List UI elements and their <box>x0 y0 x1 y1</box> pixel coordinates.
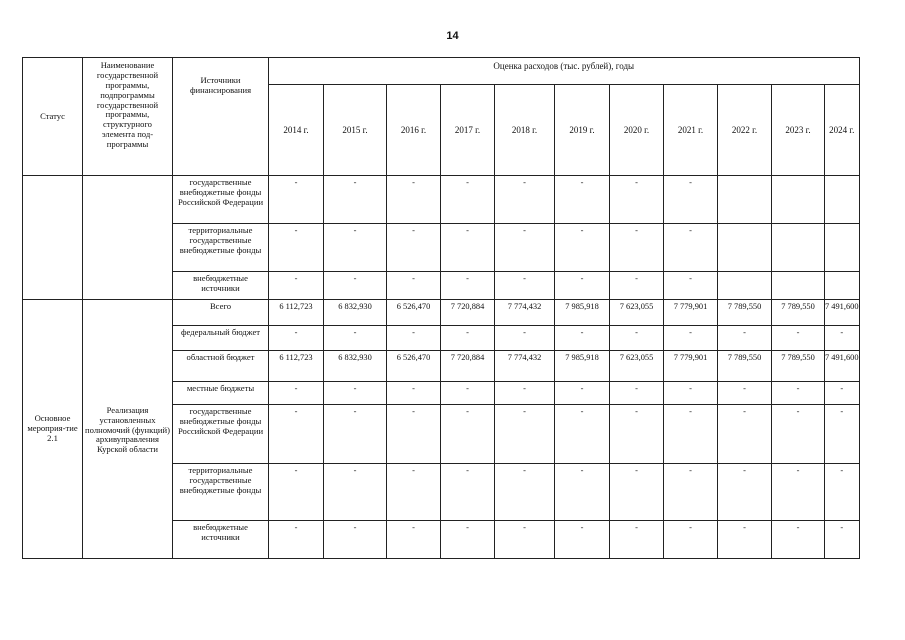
value-cell: - <box>269 382 324 405</box>
value-cell: - <box>441 382 495 405</box>
value-cell: 7 985,918 <box>555 300 610 326</box>
value-cell: - <box>441 521 495 559</box>
program-name-cell <box>83 176 173 300</box>
value-cell: - <box>495 405 555 464</box>
value-cell: - <box>387 521 441 559</box>
source-cell: внебюджетные источники <box>173 521 269 559</box>
source-cell: федеральный бюджет <box>173 326 269 351</box>
header-row-top <box>23 58 860 85</box>
value-cell: - <box>718 521 772 559</box>
year-header: 2020 г. <box>610 85 664 176</box>
value-cell <box>772 224 825 272</box>
value-cell: - <box>610 382 664 405</box>
source-cell: территориальные государственные внебюджетные фонды <box>173 224 269 272</box>
value-cell: - <box>495 382 555 405</box>
value-cell: - <box>610 176 664 224</box>
value-cell: 6 112,723 <box>269 300 324 326</box>
value-cell: 6 526,470 <box>387 300 441 326</box>
value-cell <box>825 224 860 272</box>
value-cell: - <box>610 521 664 559</box>
value-cell: 7 789,550 <box>772 300 825 326</box>
value-cell: 7 789,550 <box>772 351 825 382</box>
source-cell: государственные внебюджетные фонды Российской Федерации <box>173 405 269 464</box>
program-name-cell: Реализация установленных полномочий (функций) архивуправления Курской области <box>83 300 173 559</box>
value-cell: - <box>441 272 495 300</box>
value-cell: - <box>772 326 825 351</box>
value-cell: - <box>269 224 324 272</box>
value-cell: - <box>664 224 718 272</box>
value-cell: - <box>555 272 610 300</box>
value-cell: - <box>664 405 718 464</box>
year-header: 2015 г. <box>324 85 387 176</box>
value-cell: 7 774,432 <box>495 351 555 382</box>
value-cell <box>825 176 860 224</box>
page-number: 14 <box>446 30 459 42</box>
value-cell: - <box>441 326 495 351</box>
year-header: 2014 г. <box>269 85 324 176</box>
value-cell: 6 112,723 <box>269 351 324 382</box>
value-cell: - <box>441 224 495 272</box>
value-cell <box>718 272 772 300</box>
value-cell: - <box>441 464 495 521</box>
year-header: 2022 г. <box>718 85 772 176</box>
value-cell: - <box>495 326 555 351</box>
value-cell: - <box>269 176 324 224</box>
value-cell: 7 985,918 <box>555 351 610 382</box>
value-cell: - <box>324 176 387 224</box>
source-cell: областной бюджет <box>173 351 269 382</box>
value-cell: - <box>610 464 664 521</box>
value-cell: 7 779,901 <box>664 300 718 326</box>
value-cell: - <box>664 464 718 521</box>
value-cell: - <box>825 382 860 405</box>
value-cell: - <box>324 272 387 300</box>
header-cost-title: Оценка расходов (тыс. рублей), годы <box>269 58 860 85</box>
value-cell <box>718 224 772 272</box>
table-row <box>23 300 860 326</box>
value-cell: 7 789,550 <box>718 351 772 382</box>
value-cell: - <box>664 272 718 300</box>
value-cell: - <box>555 224 610 272</box>
value-cell: - <box>718 405 772 464</box>
value-cell: - <box>441 405 495 464</box>
value-cell: - <box>610 326 664 351</box>
value-cell: - <box>555 326 610 351</box>
value-cell: 6 526,470 <box>387 351 441 382</box>
value-cell: - <box>825 521 860 559</box>
value-cell: - <box>324 405 387 464</box>
value-cell: - <box>825 326 860 351</box>
status-cell <box>23 176 83 300</box>
value-cell: - <box>495 224 555 272</box>
value-cell <box>718 176 772 224</box>
value-cell: - <box>555 176 610 224</box>
value-cell: - <box>324 382 387 405</box>
value-cell: - <box>324 326 387 351</box>
value-cell: - <box>664 521 718 559</box>
value-cell: 7 789,550 <box>718 300 772 326</box>
value-cell: - <box>269 326 324 351</box>
value-cell: - <box>555 464 610 521</box>
value-cell: - <box>772 464 825 521</box>
value-cell: - <box>664 382 718 405</box>
value-cell: 7 623,055 <box>610 351 664 382</box>
value-cell: - <box>324 224 387 272</box>
year-header: 2016 г. <box>387 85 441 176</box>
value-cell: - <box>495 521 555 559</box>
value-cell: - <box>718 326 772 351</box>
source-cell: Всего <box>173 300 269 326</box>
header-status: Статус <box>23 58 83 176</box>
value-cell: - <box>387 405 441 464</box>
value-cell: - <box>664 176 718 224</box>
value-cell: - <box>387 224 441 272</box>
year-header: 2023 г. <box>772 85 825 176</box>
year-header: 2019 г. <box>555 85 610 176</box>
value-cell: - <box>495 272 555 300</box>
source-cell: территориальные государственные внебюджетные фонды <box>173 464 269 521</box>
value-cell: - <box>825 464 860 521</box>
value-cell: 7 720,884 <box>441 351 495 382</box>
value-cell: - <box>269 464 324 521</box>
value-cell: - <box>387 464 441 521</box>
value-cell: - <box>324 464 387 521</box>
value-cell: 7 491,600 <box>825 351 860 382</box>
value-cell: - <box>387 326 441 351</box>
value-cell <box>772 176 825 224</box>
value-cell: - <box>610 224 664 272</box>
value-cell: 7 774,432 <box>495 300 555 326</box>
year-header: 2021 г. <box>664 85 718 176</box>
value-cell: - <box>772 382 825 405</box>
status-cell: Основное мероприя-тие 2.1 <box>23 300 83 559</box>
value-cell: 7 779,901 <box>664 351 718 382</box>
year-header: 2017 г. <box>441 85 495 176</box>
value-cell: - <box>718 464 772 521</box>
value-cell: 6 832,930 <box>324 300 387 326</box>
value-cell: - <box>387 176 441 224</box>
value-cell: - <box>664 326 718 351</box>
year-header: 2024 г. <box>825 85 860 176</box>
value-cell: - <box>269 405 324 464</box>
value-cell: 7 720,884 <box>441 300 495 326</box>
value-cell: - <box>718 382 772 405</box>
value-cell: 6 832,930 <box>324 351 387 382</box>
budget-table <box>22 57 860 559</box>
source-cell: внебюджетные источники <box>173 272 269 300</box>
value-cell: - <box>387 272 441 300</box>
value-cell: - <box>495 176 555 224</box>
value-cell: - <box>772 521 825 559</box>
value-cell: - <box>772 405 825 464</box>
value-cell: - <box>555 382 610 405</box>
value-cell: - <box>825 405 860 464</box>
value-cell: - <box>495 464 555 521</box>
value-cell: - <box>269 521 324 559</box>
source-cell: государственные внебюджетные фонды Российской Федерации <box>173 176 269 224</box>
header-name: Наименование государственной программы, подпрограммы государственной программы, структурного элемента под-программы <box>83 58 173 176</box>
value-cell: 7 623,055 <box>610 300 664 326</box>
value-cell: - <box>555 405 610 464</box>
value-cell: - <box>269 272 324 300</box>
source-cell: местные бюджеты <box>173 382 269 405</box>
value-cell: - <box>610 405 664 464</box>
value-cell: - <box>610 272 664 300</box>
value-cell: - <box>387 382 441 405</box>
value-cell: 7 491,600 <box>825 300 860 326</box>
header-sources: Источники финансирования <box>173 58 269 176</box>
value-cell <box>825 272 860 300</box>
year-header: 2018 г. <box>495 85 555 176</box>
table-row <box>23 176 860 224</box>
value-cell: - <box>441 176 495 224</box>
value-cell: - <box>555 521 610 559</box>
value-cell: - <box>324 521 387 559</box>
value-cell <box>772 272 825 300</box>
